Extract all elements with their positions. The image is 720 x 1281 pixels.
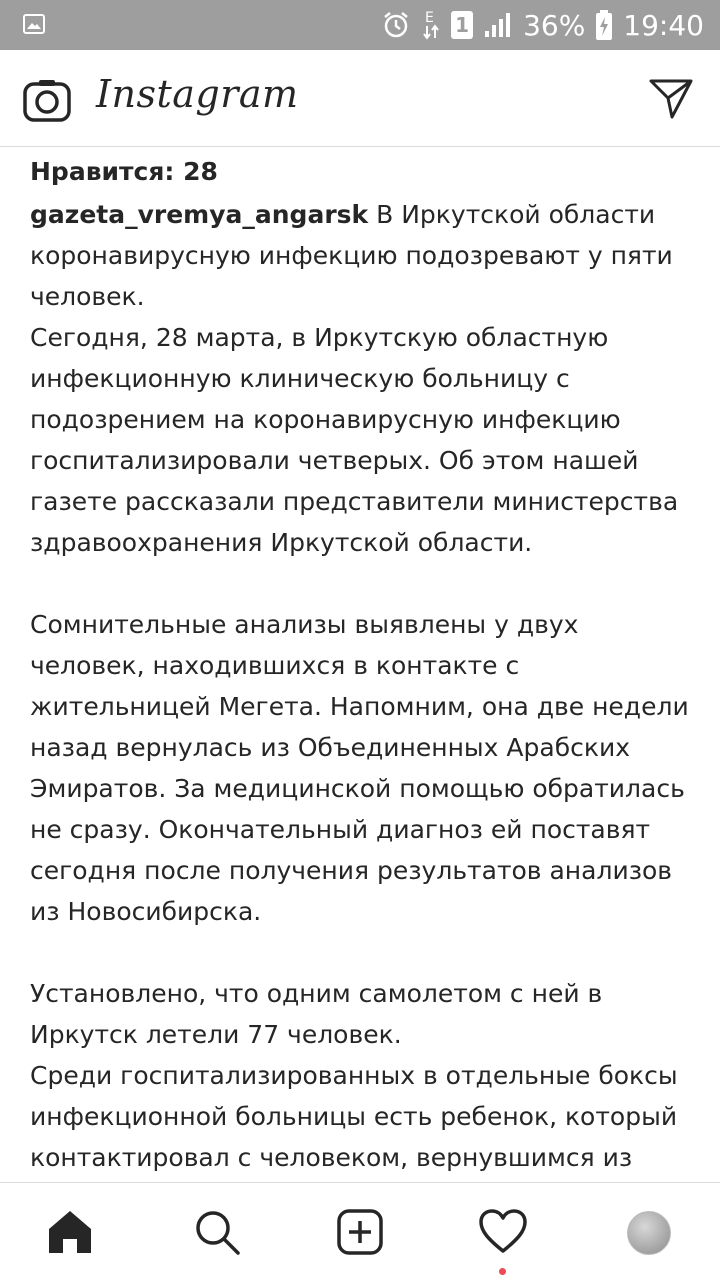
search-icon[interactable] [192, 1207, 242, 1257]
likes-count[interactable]: Нравится: 28 [30, 157, 218, 186]
sim-badge: 1 [451, 11, 473, 39]
clock: 19:40 [623, 8, 704, 42]
instagram-logo: Instagram [96, 72, 299, 116]
status-bar [0, 0, 720, 50]
paragraph-spacer [30, 932, 694, 973]
signal-icon [483, 11, 513, 39]
new-post-icon[interactable] [335, 1207, 385, 1257]
caption-paragraph: Сегодня, 28 марта, в Иркутскую областную инфекционную клиническую больницу с подозрением на коронавирусную инфекцию госпитализировали четверых. Об этом нашей газете рассказали представители министерства здравоохранения Иркутской области. [30, 323, 679, 557]
image-icon [22, 12, 46, 36]
caption-first-paragraph [30, 194, 694, 317]
caption-paragraph: Сомнительные анализы выявлены у двух человек, находившихся в контакте с жительницей Мегета. Напомним, она две недели назад вернулась из Объединенных Арабских Эмиратов. За медицинской помощью обратилась не сразу. Окончательный диагноз ей поставят сегодня после получения результатов анализов из Новосибирска. [30, 610, 689, 926]
caption-text: В Иркутской области коронавирусную инфекцию подозревают у пяти человек. [30, 200, 673, 311]
notification-dot [499, 1268, 506, 1275]
camera-icon[interactable] [22, 76, 72, 126]
bottom-nav [0, 1182, 720, 1281]
direct-icon[interactable] [648, 76, 694, 122]
battery-percent: 36% [523, 8, 586, 42]
activity-icon[interactable] [478, 1207, 528, 1257]
home-icon[interactable] [45, 1207, 95, 1257]
caption-paragraph: Среди госпитализированных в отдельные боксы инфекционной больницы есть ребенок, который контактировал с человеком, вернувшимся из [30, 1061, 678, 1172]
post-caption [30, 194, 694, 1219]
app-header [0, 50, 720, 147]
post-content [30, 150, 694, 1219]
caption-paragraph: Установлено, что одним самолетом с ней в Иркутск летели 77 человек. [30, 979, 603, 1049]
battery-charging-icon [595, 9, 613, 41]
profile-avatar[interactable] [627, 1211, 671, 1255]
data-icon [421, 8, 441, 42]
post-username[interactable]: gazeta_vremya_angarsk [30, 200, 369, 229]
alarm-icon [381, 10, 411, 40]
paragraph-spacer [30, 563, 694, 604]
svg-text:E: E [425, 10, 434, 26]
